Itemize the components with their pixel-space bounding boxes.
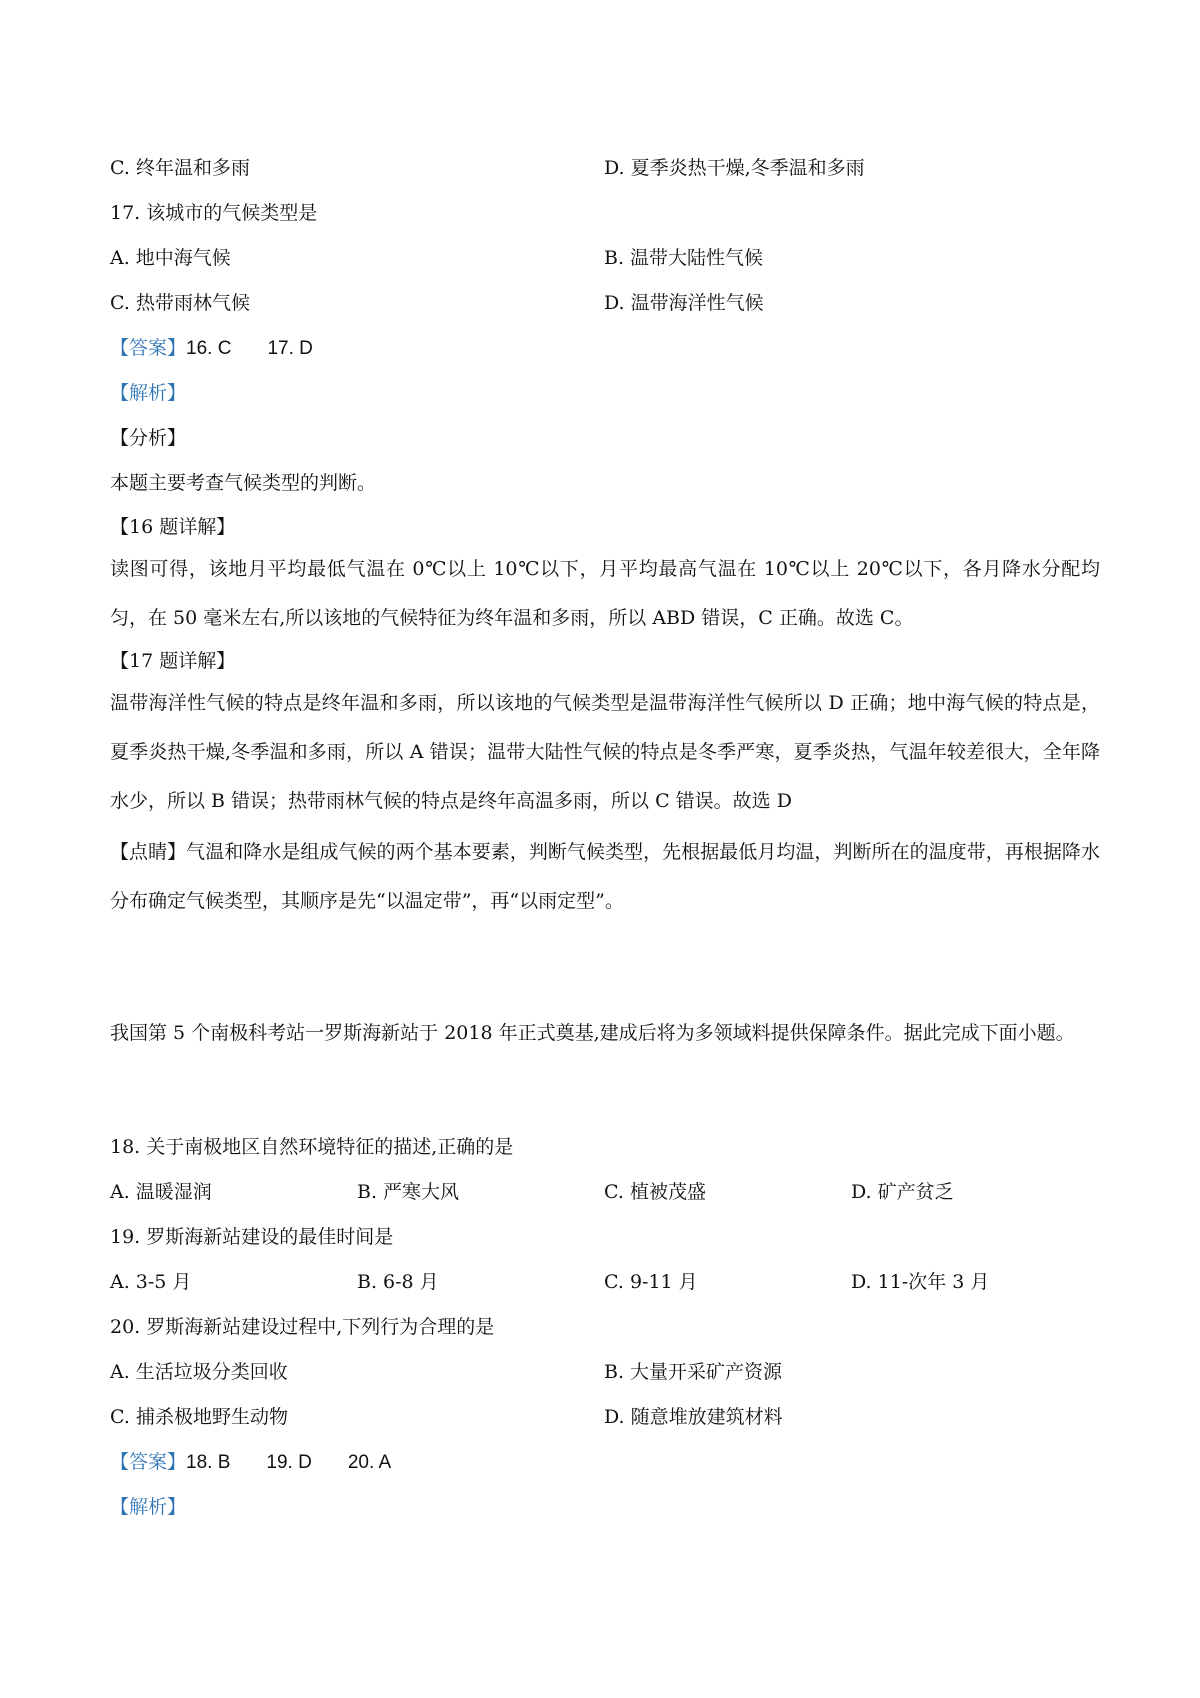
analysis-tag-2: 【解析】 [110,1496,187,1518]
fenxi-text: 本题主要考查气候类型的判断。 [110,472,377,494]
answer-item: 19. D [266,1452,312,1473]
q20-option-d: D. 随意堆放建筑材料 [604,1406,783,1428]
dianjing-text: 气温和降水是组成气候的两个基本要素，判断气候类型，先根据最低月均温，判断所在的温度带，再根据降水分布确定气候类型，其顺序是先“以温定带”，再“以雨定型”。 [110,841,1100,912]
answer-item: 16. C [186,338,232,359]
q19-option-c: C. 9-11 月 [604,1271,698,1293]
q17-detail-text: 温带海洋性气候的特点是终年温和多雨，所以该地的气候类型是温带海洋性气候所以 D 正确；地中海气候的特点是，夏季炎热干燥,冬季温和多雨，所以 A 错误；温带大陆性气候的特点是冬季严寒，夏季炎热，气温年较差很大，全年降水少，所以 B 错误；热带雨林气候的特点是终年高温多雨，所以 C 错误。故选 D [110,692,1100,812]
fenxi-tag: 【分析】 [110,427,187,449]
answer-item: 18. B [186,1452,231,1473]
answer-item: 17. D [267,338,313,359]
q20-option-a: A. 生活垃圾分类回收 [110,1361,288,1383]
q19-option-b: B. 6-8 月 [357,1271,439,1293]
q19-option-d: D. 11-次年 3 月 [851,1271,990,1293]
q16-option-c: C. 终年温和多雨 [110,157,250,179]
q20-option-b: B. 大量开采矿产资源 [604,1361,783,1383]
q19-stem: 19. 罗斯海新站建设的最佳时间是 [110,1226,394,1248]
dianjing-tag: 【点睛】 [110,841,187,863]
q17-option-a: A. 地中海气候 [110,247,231,269]
q16-detail-text: 读图可得，该地月平均最低气温在 0℃以上 10℃以下，月平均最高气温在 10℃以上 20℃以下，各月降水分配均匀，在 50 毫米左右,所以该地的气候特征为终年温和多雨，所以 ABD 错误，C 正确。故选 C。 [110,558,1100,629]
q20-stem: 20. 罗斯海新站建设过程中,下列行为合理的是 [110,1316,495,1338]
answer-line-2 [110,1449,391,1476]
q18-option-a: A. 温暖湿润 [110,1181,212,1203]
q18-option-c: C. 植被茂盛 [604,1181,706,1203]
q18-stem: 18. 关于南极地区自然环境特征的描述,正确的是 [110,1136,514,1158]
q16-detail-tag: 【16 题详解】 [110,516,236,538]
q18-option-b: B. 严寒大风 [357,1181,460,1203]
q17-option-d: D. 温带海洋性气候 [604,292,764,314]
q20-option-c: C. 捕杀极地野生动物 [110,1406,288,1428]
q17-stem: 17. 该城市的气候类型是 [110,202,318,224]
answer-tag: 【答案】 [110,337,187,359]
q17-detail-tag: 【17 题详解】 [110,650,236,672]
q17-option-b: B. 温带大陆性气候 [604,247,764,269]
q18-option-d: D. 矿产贫乏 [851,1181,954,1203]
answer-line-1 [110,335,313,362]
dianjing-block [110,828,1100,926]
answer-item: 20. A [347,1452,392,1473]
q16-option-d: D. 夏季炎热干燥,冬季温和多雨 [604,157,865,179]
analysis-tag: 【解析】 [110,382,187,404]
group2-intro: 我国第 5 个南极科考站一罗斯海新站于 2018 年正式奠基,建成后将为多领域料提供保障条件。据此完成下面小题。 [110,1022,1075,1044]
answer-tag: 【答案】 [110,1451,187,1473]
q17-option-c: C. 热带雨林气候 [110,292,250,314]
q19-option-a: A. 3-5 月 [110,1271,192,1293]
